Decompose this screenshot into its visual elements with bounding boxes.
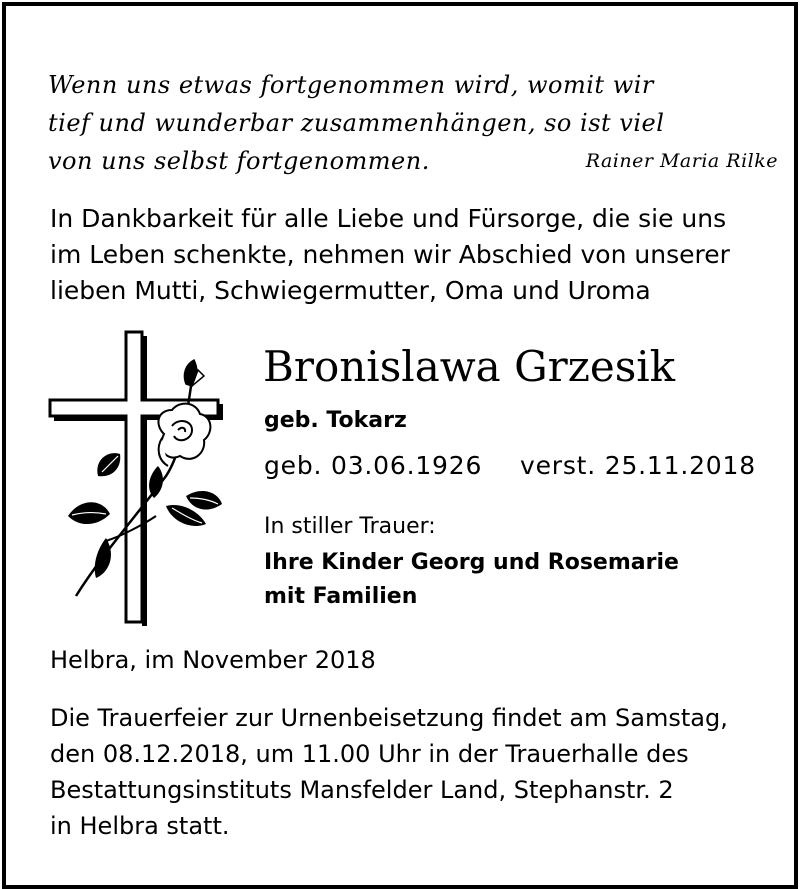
cross-with-rose-icon [46,326,236,626]
deceased-name: Bronislawa Grzesik [263,342,676,391]
life-dates [264,451,754,480]
place-and-date: Helbra, im November 2018 [50,646,376,674]
intro-text [50,201,780,309]
mourners-line: Ihre Kinder Georg und Rosemarie [264,550,679,575]
mourners-line: mit Familien [264,584,418,609]
quote-line: von uns selbst fortgenommen. [48,147,430,175]
ceremony-line: Die Trauerfeier zur Urnenbeisetzung findet am Samstag, [50,704,728,732]
ceremony-line: in Helbra statt. [50,812,230,840]
birth-date: geb. 03.06.1926 [264,451,483,480]
ceremony-notice [50,700,780,844]
intro-line: im Leben schenkte, nehmen wir Abschied von unserer [50,240,730,269]
ceremony-line: Bestattungsinstituts Mansfelder Land, Stephanstr. 2 [50,776,674,804]
mourners-label: In stiller Trauer: [264,514,436,539]
death-date: verst. 25.11.2018 [520,451,756,480]
quote-line: tief und wunderbar zusammenhängen, so ist viel [48,109,665,137]
ceremony-line: den 08.12.2018, um 11.00 Uhr in der Trauerhalle des [50,740,689,768]
intro-line: lieben Mutti, Schwiegermutter, Oma und Uroma [50,276,651,305]
quote-author: Rainer Maria Rilke [585,150,778,172]
rilke-quote [48,66,778,180]
maiden-name: geb. Tokarz [264,408,407,433]
obituary-card [2,2,798,889]
intro-line: In Dankbarkeit für alle Liebe und Fürsorge, die sie uns [50,204,727,233]
mourners-list [264,546,679,614]
quote-line: Wenn uns etwas fortgenommen wird, womit wir [48,71,654,99]
